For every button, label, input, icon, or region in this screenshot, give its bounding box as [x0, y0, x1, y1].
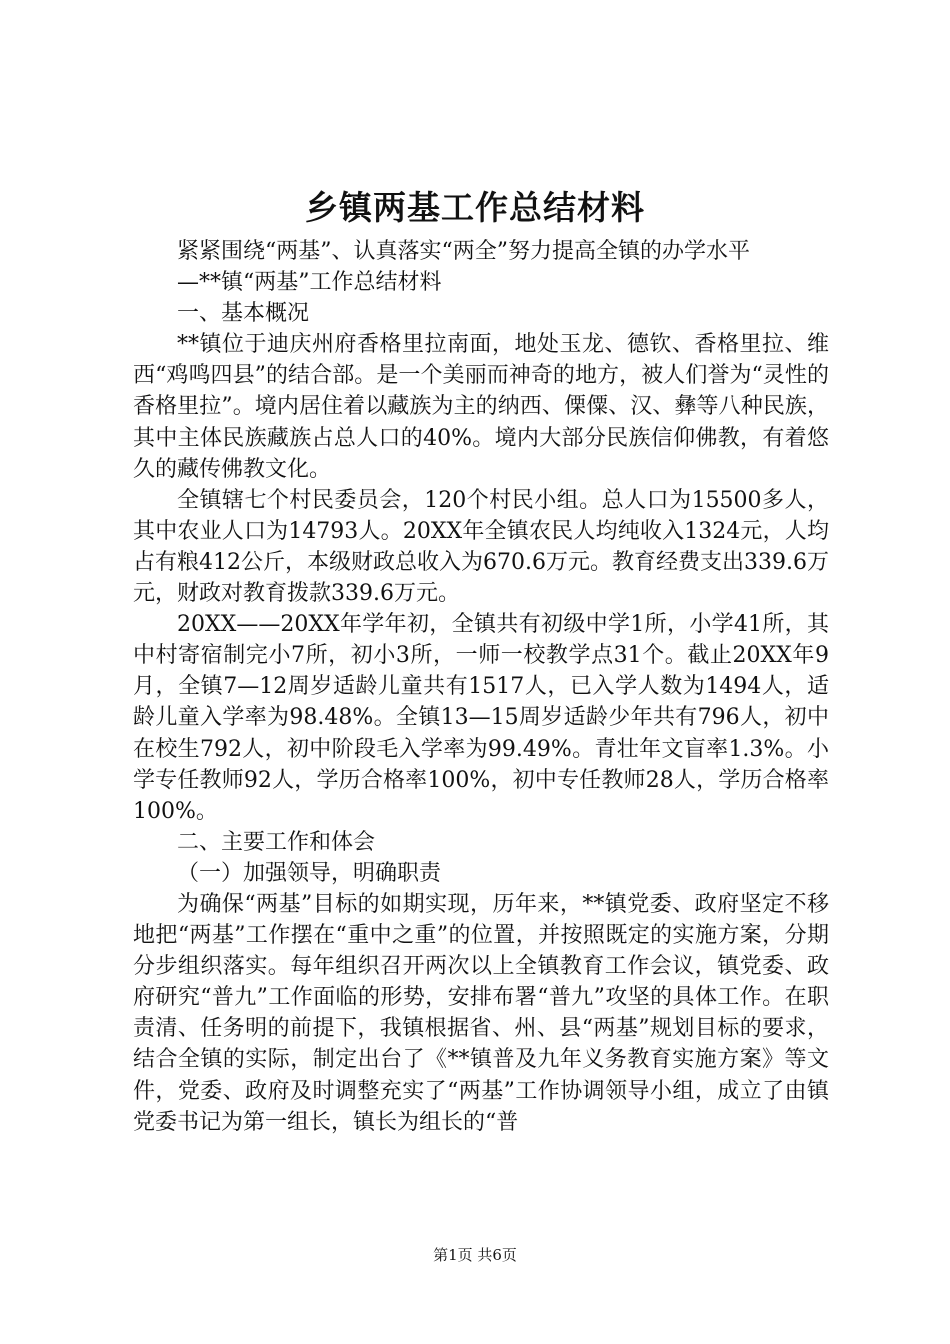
subtitle-paragraph: 紧紧围绕“两基”、认真落实“两全”努力提高全镇的办学水平 — [177, 239, 750, 264]
page-number-footer: 第1页 共6页 — [433, 1246, 517, 1264]
body-paragraph: 为确保“两基”目标的如期实现，历年来，**镇党委、政府坚定不移地把“两基”工作摆在“重中之重”的位置，并按照既定的实施方案，分期分步组织落实。每年组织召开两次以上全镇教育工作会议，镇党委、政府研究“普九”工作面临的形势，安排布署“普九”攻坚的具体工作。在职责清、任务明的前提下，我镇根据省、州、县“两基”规划目标的要求，结合全镇的实际，制定出台了《**镇普及九年义务教育实施方案》等文件，党委、政府及时调整充实了“两基”工作协调领导小组，成立了由镇党委书记为第一组长，镇长为组长的“普 — [133, 891, 829, 1135]
document-title: 乡镇两基工作总结材料 — [305, 188, 645, 227]
body-paragraph: 全镇辖七个村民委员会，120个村民小组。总人口为15500多人，其中农业人口为14793人。20XX年全镇农民人均纯收入1324元，人均占有粮412公斤，本级财政总收入为670.6万元。教育经费支出339.6万元，财政对教育拨款339.6万元。 — [133, 487, 829, 607]
section-heading-1: 一、基本概况 — [177, 301, 310, 327]
document-body — [133, 236, 829, 1138]
body-paragraph: **镇位于迪庆州府香格里拉南面，地处玉龙、德钦、香格里拉、维西“鸡鸣四县”的结合部。是一个美丽而神奇的地方，被人们誉为“灵性的香格里拉”。境内居住着以藏族为主的纳西、傈僳、汉、彝等八种民族，其中主体民族藏族占总人口的40%。境内大部分民族信仰佛教，有着悠久的藏传佛教文化。 — [133, 332, 829, 482]
section-heading-2: 二、主要工作和体会 — [177, 829, 376, 855]
subtitle-byline: —**镇“两基”工作总结材料 — [177, 270, 442, 296]
body-paragraph: 20XX——20XX年学年初，全镇共有初级中学1所，小学41所，其中村寄宿制完小7所，初小3所，一师一校教学点31个。截止20XX年9月，全镇7—12周岁适龄儿童共有1517人，已入学人数为1494人，适龄儿童入学率为98.48%。全镇13—15周岁适龄少年共有796人，初中在校生792人，初中阶段毛入学率为99.49%。青壮年文盲率1.3%。小学专任教师92人，学历合格率100%，初中专任教师28人，学历合格率100%。 — [133, 612, 829, 824]
subsection-heading: （一）加强领导，明确职责 — [177, 860, 442, 886]
